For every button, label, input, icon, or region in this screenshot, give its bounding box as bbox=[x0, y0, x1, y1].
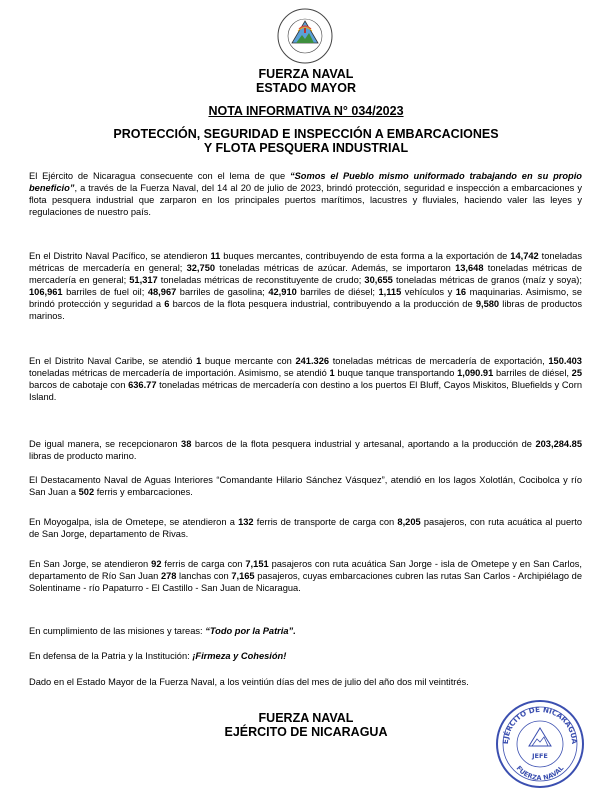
paragraph-motto-2: En defensa de la Patria y la Institución: ¡Firmeza y Cohesión! bbox=[29, 651, 287, 661]
paragraph-pacific: En el Distrito Naval Pacífico, se atendieron 11 buques mercantes, contribuyendo de esta forma a la exportación de 14,742 toneladas métricas de mercadería en general; 32,750 toneladas métricas de azúcar. Además, se importaron 13,648 toneladas métricas de mercadería en general; 51,317 toneladas métricas de reconstituyente de crudo; 30,655 toneladas métricas de granos (maíz y soya); 106,961 barriles de fuel oil; 48,967 barriles de gasolina; 42,910 barriles de diésel; 1,115 vehículos y 16 maquinarias. Asimismo, se brindó protección y seguridad a 6 barcos de la flota pesquera industrial, contribuyendo a la producción de 9,580 libras de productos marinos. bbox=[29, 251, 583, 321]
official-stamp bbox=[494, 698, 586, 790]
footer-org: FUERZA NAVAL bbox=[258, 711, 354, 725]
header-dept: ESTADO MAYOR bbox=[255, 81, 356, 95]
svg-text:JEFE: JEFE bbox=[532, 752, 548, 760]
paragraph-intro: El Ejército de Nicaragua consecuente con el lema de que “Somos el Pueblo mismo uniformado trabajando en su propio beneficio”, a través de la Fuerza Naval, del 14 al 20 de julio de 2023, brindó protección, seguridad e inspección a embarcaciones y flota pesquera industrial que zarparon en los principales puertos marítimos, lacustres y fluviales, haciendo valer las leyes y regulaciones de nuestro país. bbox=[29, 171, 582, 217]
paragraph-caribbean: En el Distrito Naval Caribe, se atendió 1 buque mercante con 241.326 toneladas métricas de mercadería de exportación, 150.403 toneladas métricas de mercadería de importación. Asimismo, se atendió 1 buque tanque transportando 1,090.91 barriles de diésel, 25 barcos de cabotaje con 636.77 toneladas métricas de mercadería con destino a los puertos El Bluff, Cayos Miskitos, Bluefields y Corn Island. bbox=[29, 356, 582, 402]
coat-of-arms-icon bbox=[276, 7, 334, 65]
title-line-1: PROTECCIÓN, SEGURIDAD E INSPECCIÓN A EMBARCACIONES bbox=[113, 127, 499, 141]
svg-text:FUERZA NAVAL: FUERZA NAVAL bbox=[514, 764, 566, 783]
footer-army: EJÉRCITO DE NICARAGUA bbox=[224, 725, 388, 739]
paragraph-inland-waters: El Destacamento Naval de Aguas Interiores “Comandante Hilario Sánchez Vásquez”, atendió en los lagos Xolotlán, Cocibolca y río San Juan a 502 ferris y embarcaciones. bbox=[29, 475, 582, 497]
paragraph-san-jorge: En San Jorge, se atendieron 92 ferris de carga con 7,151 pasajeros con ruta acuática San Jorge - isla de Ometepe y en San Carlos, departamento de Río San Juan 278 lanchas con 7,165 pasajeros, cuyas embarcaciones cubren las rutas San Carlos - Archipiélago de Solentiname - río Papaturro - El Castillo - San Juan de Nicaragua. bbox=[29, 559, 582, 593]
header-org: FUERZA NAVAL bbox=[258, 67, 354, 81]
note-number: NOTA INFORMATIVA N° 034/2023 bbox=[208, 104, 404, 118]
paragraph-fishing-fleet: De igual manera, se recepcionaron 38 barcos de la flota pesquera industrial y artesanal, aportando a la producción de 203,284.85 libras de producto marino. bbox=[29, 439, 582, 461]
title-line-2: Y FLOTA PESQUERA INDUSTRIAL bbox=[203, 141, 409, 155]
svg-text:EJÉRCITO DE NICARAGUA: EJÉRCITO DE NICARAGUA bbox=[500, 704, 580, 745]
paragraph-moyogalpa: En Moyogalpa, isla de Ometepe, se atendieron a 132 ferris de transporte de carga con 8,205 pasajeros, con ruta acuática al puerto de San Jorge, departamento de Rivas. bbox=[29, 517, 582, 539]
paragraph-motto-1: En cumplimiento de las misiones y tareas: “Todo por la Patria”. bbox=[29, 626, 296, 636]
paragraph-closing: Dado en el Estado Mayor de la Fuerza Naval, a los veintiún días del mes de julio del año dos mil veintitrés. bbox=[29, 677, 469, 687]
